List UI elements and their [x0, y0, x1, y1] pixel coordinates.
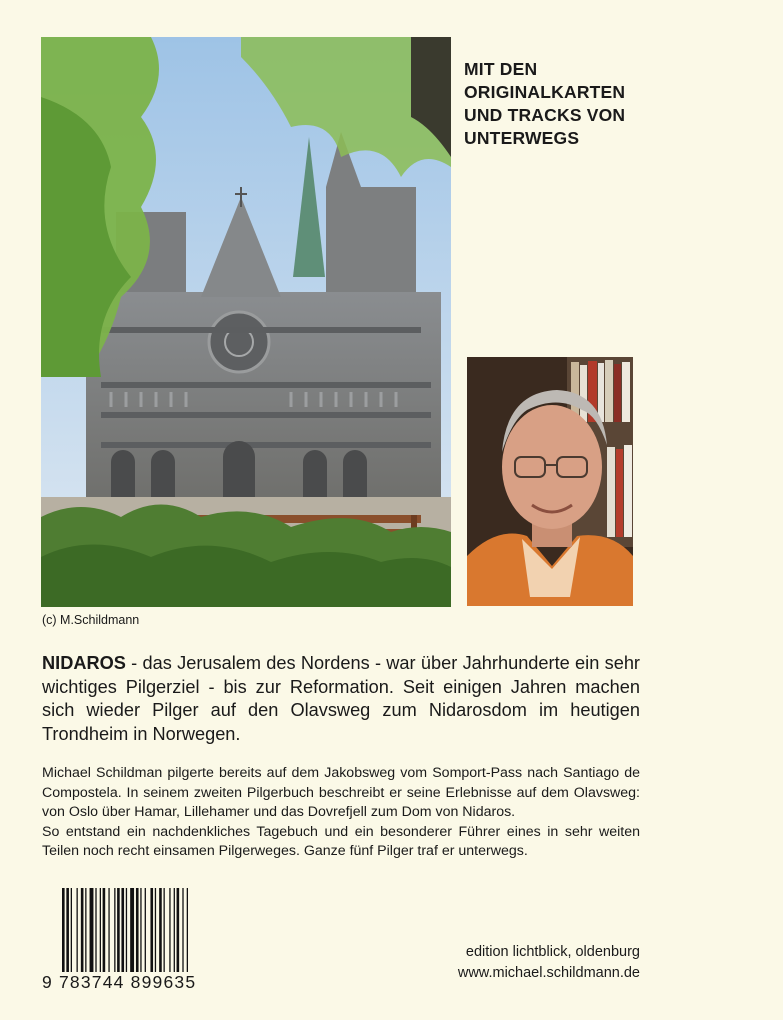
intro-lead: NIDAROS [42, 653, 126, 673]
cathedral-photo [41, 37, 451, 607]
publisher-info [458, 942, 640, 983]
description [42, 764, 640, 862]
publisher-website: www.michael.schildmann.de [457, 964, 640, 981]
author-portrait [467, 357, 633, 606]
publisher-name: edition lichtblick, oldenburg [465, 944, 640, 960]
isbn-number: 9 783744 899635 [42, 972, 197, 992]
photo-credit: (c) M.Schildmann [42, 613, 140, 627]
tagline: MIT DEN ORIGINALKARTEN UND TRACKS VON UNTERWEGS [464, 59, 626, 148]
intro-paragraph [42, 652, 640, 746]
description-paragraph-2: So entstand ein nachdenkliches Tagebuch und ein besonderer Führer eines in sehr weiten Teilen noch recht einsamen Pilgerweges. Ganze fünf Pilger traf er unterwegs. [42, 823, 640, 859]
intro-text: - das Jerusalem des Nordens - war über Jahrhunderte ein sehr wichtiges Pilgerziel - bis zur Reformation. Seit einigen Jahren machen sich wieder Pilger auf den Olavsweg zum Nidarosdom im heutigen Trondheim in Norwegen. [42, 653, 640, 744]
description-paragraph-1: Michael Schildman pilgerte bereits auf dem Jakobsweg vom Somport-Pass nach Santiago de Compostela. In seinem zweiten Pilgerbuch beschreibt er seine Erlebnisse auf dem Olavsweg: von Oslo über Hamar, Lillehamer und das Dovrefjell zum Dom von Nidaros. [42, 765, 640, 820]
